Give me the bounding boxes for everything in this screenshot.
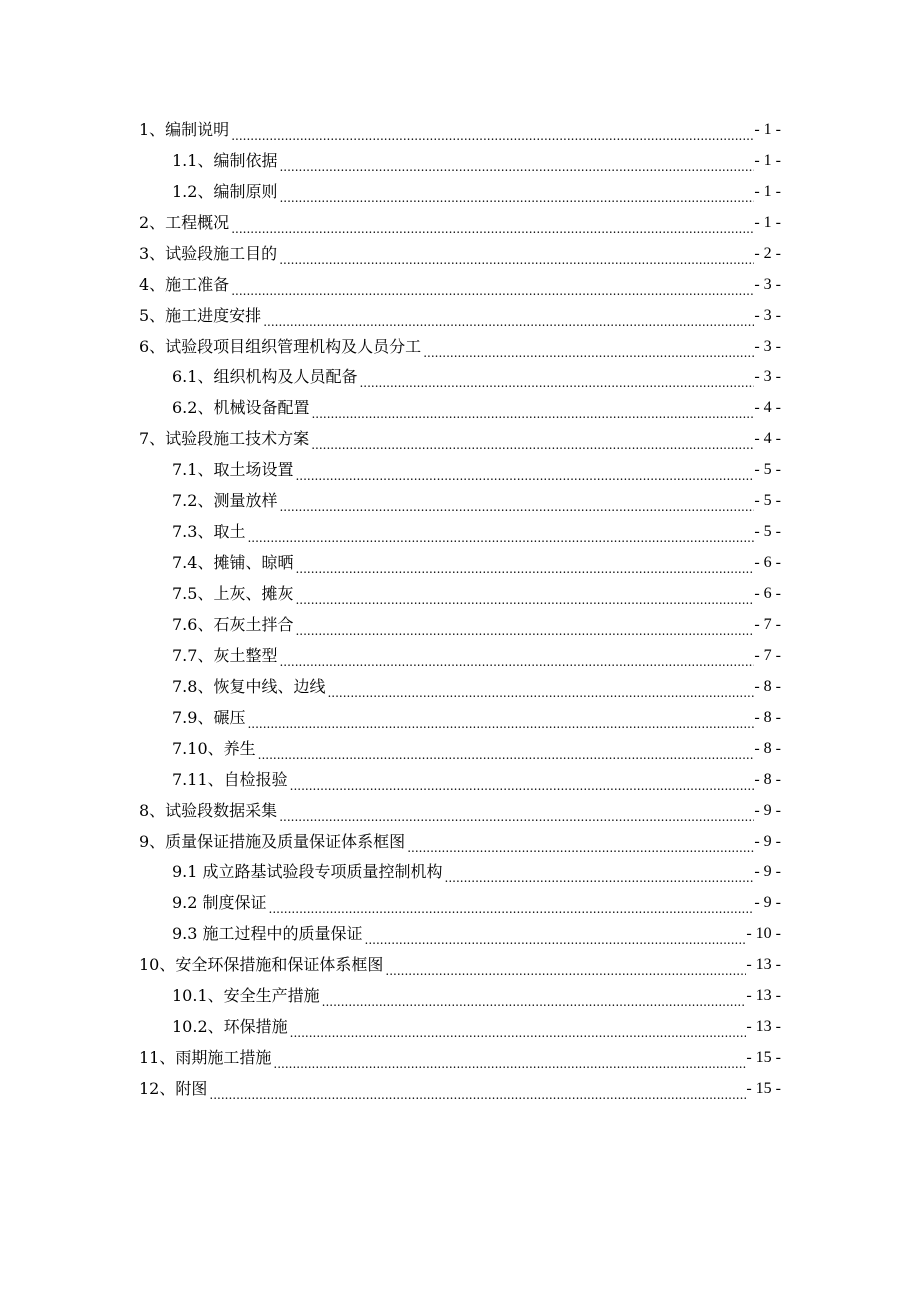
toc-dot-leader [293,548,754,579]
toc-entry-page: - 1 - [754,120,781,138]
toc-entry-title: 9、质量保证措施及质量保证体系框图 [139,831,406,851]
toc-entry[interactable] [139,703,781,734]
toc-entry-page: - 5 - [754,461,781,479]
toc-entry[interactable] [139,424,781,455]
toc-entry-page: - 3 - [754,306,781,324]
toc-entry-title: 7.11、自检报验 [172,769,288,789]
toc-entry-title: 7.8、恢复中线、边线 [172,676,326,696]
toc-entry-title: 7.10、养生 [172,738,256,758]
toc-dot-leader [288,1012,747,1043]
toc-entry[interactable] [139,239,781,270]
toc-entry-title: 9.3 施工过程中的质量保证 [172,924,363,944]
toc-entry-title: 7、试验段施工技术方案 [139,429,310,449]
toc-entry[interactable] [139,517,781,548]
toc-dot-leader [229,208,754,239]
toc-dot-leader [271,1043,746,1074]
toc-entry-title: 12、附图 [139,1079,208,1099]
toc-entry-title: 7.3、取土 [172,522,246,542]
toc-dot-leader [293,610,754,641]
toc-entry-page: - 13 - [746,956,781,974]
toc-dot-leader [261,301,754,332]
toc-entry[interactable] [139,332,781,363]
toc-dot-leader [421,332,754,363]
toc-entry-title: 1、编制说明 [139,119,230,139]
toc-entry[interactable] [139,548,781,579]
toc-dot-leader [443,858,755,889]
toc-entry[interactable] [139,981,781,1012]
toc-entry-page: - 13 - [746,987,781,1005]
toc-entry[interactable] [139,177,781,208]
toc-entry[interactable] [139,765,781,796]
toc-entry-title: 11、雨期施工措施 [139,1048,272,1068]
toc-dot-leader [309,424,754,455]
toc-entry-title: 10.1、安全生产措施 [172,986,320,1006]
toc-entry-page: - 3 - [754,337,781,355]
toc-entry-page: - 9 - [754,801,781,819]
toc-entry-page: - 9 - [754,863,781,881]
toc-entry-title: 8、试验段数据采集 [139,800,278,820]
toc-entry[interactable] [139,208,781,239]
toc-dot-leader [320,981,747,1012]
toc-entry-title: 1.2、编制原则 [172,181,278,201]
toc-entry[interactable] [139,858,781,889]
toc-entry-page: - 1 - [754,151,781,169]
toc-dot-leader [245,517,754,548]
toc-dot-leader [293,579,754,610]
toc-dot-leader [229,270,754,301]
toc-entry[interactable] [139,919,781,950]
toc-entry-title: 6、试验段项目组织管理机构及人员分工 [139,336,422,356]
toc-dot-leader [288,765,755,796]
toc-entry-page: - 9 - [754,894,781,912]
toc-entry-title: 2、工程概况 [139,212,230,232]
toc-dot-leader [207,1074,746,1105]
toc-entry-page: - 7 - [754,646,781,664]
toc-dot-leader [383,950,746,981]
toc-entry[interactable] [139,734,781,765]
toc-dot-leader [256,734,755,765]
toc-entry[interactable] [139,1043,781,1074]
toc-entry[interactable] [139,393,781,424]
toc-entry[interactable] [139,270,781,301]
toc-entry-title: 7.6、石灰土拌合 [172,614,294,634]
toc-entry-page: - 8 - [754,739,781,757]
toc-entry-title: 10.2、环保措施 [172,1017,288,1037]
toc-entry-page: - 9 - [754,832,781,850]
toc-entry[interactable] [139,610,781,641]
toc-dot-leader [277,177,754,208]
toc-entry[interactable] [139,796,781,827]
toc-dot-leader [277,796,754,827]
toc-entry[interactable] [139,827,781,858]
toc-entry-title: 7.1、取土场设置 [172,460,294,480]
toc-entry-title: 1.1、编制依据 [172,150,278,170]
toc-dot-leader [357,363,754,394]
toc-entry[interactable] [139,115,781,146]
toc-entry-title: 7.7、灰土整型 [172,645,278,665]
toc-entry-title: 9.2 制度保证 [172,893,267,913]
toc-entry-page: - 1 - [754,182,781,200]
toc-entry-title: 7.4、摊铺、晾晒 [172,553,294,573]
toc-dot-leader [293,455,754,486]
toc-entry-title: 6.1、组织机构及人员配备 [172,367,358,387]
toc-dot-leader [309,393,754,424]
toc-entry-title: 6.2、机械设备配置 [172,398,310,418]
toc-entry-title: 7.5、上灰、摊灰 [172,584,294,604]
toc-entry-page: - 5 - [754,523,781,541]
toc-dot-leader [277,641,754,672]
toc-entry-page: - 8 - [754,677,781,695]
toc-entry-title: 9.1 成立路基试验段专项质量控制机构 [172,862,443,882]
toc-entry[interactable] [139,672,781,703]
toc-entry[interactable] [139,950,781,981]
toc-entry[interactable] [139,641,781,672]
toc-entry-page: - 5 - [754,492,781,510]
toc-entry-title: 3、试验段施工目的 [139,243,278,263]
toc-entry[interactable] [139,455,781,486]
toc-entry-page: - 8 - [754,770,781,788]
toc-dot-leader [267,888,755,919]
toc-entry-page: - 3 - [754,275,781,293]
toc-dot-leader [405,827,754,858]
toc-entry-page: - 4 - [754,399,781,417]
toc-entry-page: - 10 - [746,925,781,943]
toc-entry[interactable] [139,146,781,177]
toc-entry[interactable] [139,1012,781,1043]
toc-entry[interactable] [139,301,781,332]
toc-entry-page: - 2 - [754,244,781,262]
toc-dot-leader [277,239,754,270]
toc-entry-title: 4、施工准备 [139,274,230,294]
toc-entry-page: - 3 - [754,368,781,386]
toc-entry[interactable] [139,579,781,610]
toc-entry-title: 7.2、测量放样 [172,491,278,511]
toc-entry-page: - 15 - [746,1049,781,1067]
toc-entry[interactable] [139,1074,781,1105]
toc-entry-page: - 8 - [754,708,781,726]
toc-dot-leader [277,146,754,177]
toc-entry-page: - 6 - [754,585,781,603]
toc-dot-leader [325,672,754,703]
toc-entry[interactable] [139,363,781,394]
toc-dot-leader [363,919,747,950]
toc-dot-leader [245,703,754,734]
toc-entry-page: - 15 - [746,1080,781,1098]
toc-entry-page: - 4 - [754,430,781,448]
toc-entry[interactable] [139,486,781,517]
toc-entry-title: 10、安全环保措施和保证体系框图 [139,955,384,975]
toc-entry-title: 5、施工进度安排 [139,305,262,325]
toc-entry-title: 7.9、碾压 [172,707,246,727]
toc-dot-leader [277,486,754,517]
toc-entry[interactable] [139,888,781,919]
toc-entry-page: - 7 - [754,615,781,633]
toc-entry-page: - 13 - [746,1018,781,1036]
toc-entry-page: - 1 - [754,213,781,231]
toc-entry-page: - 6 - [754,554,781,572]
table-of-contents [139,115,781,1105]
toc-dot-leader [229,115,754,146]
